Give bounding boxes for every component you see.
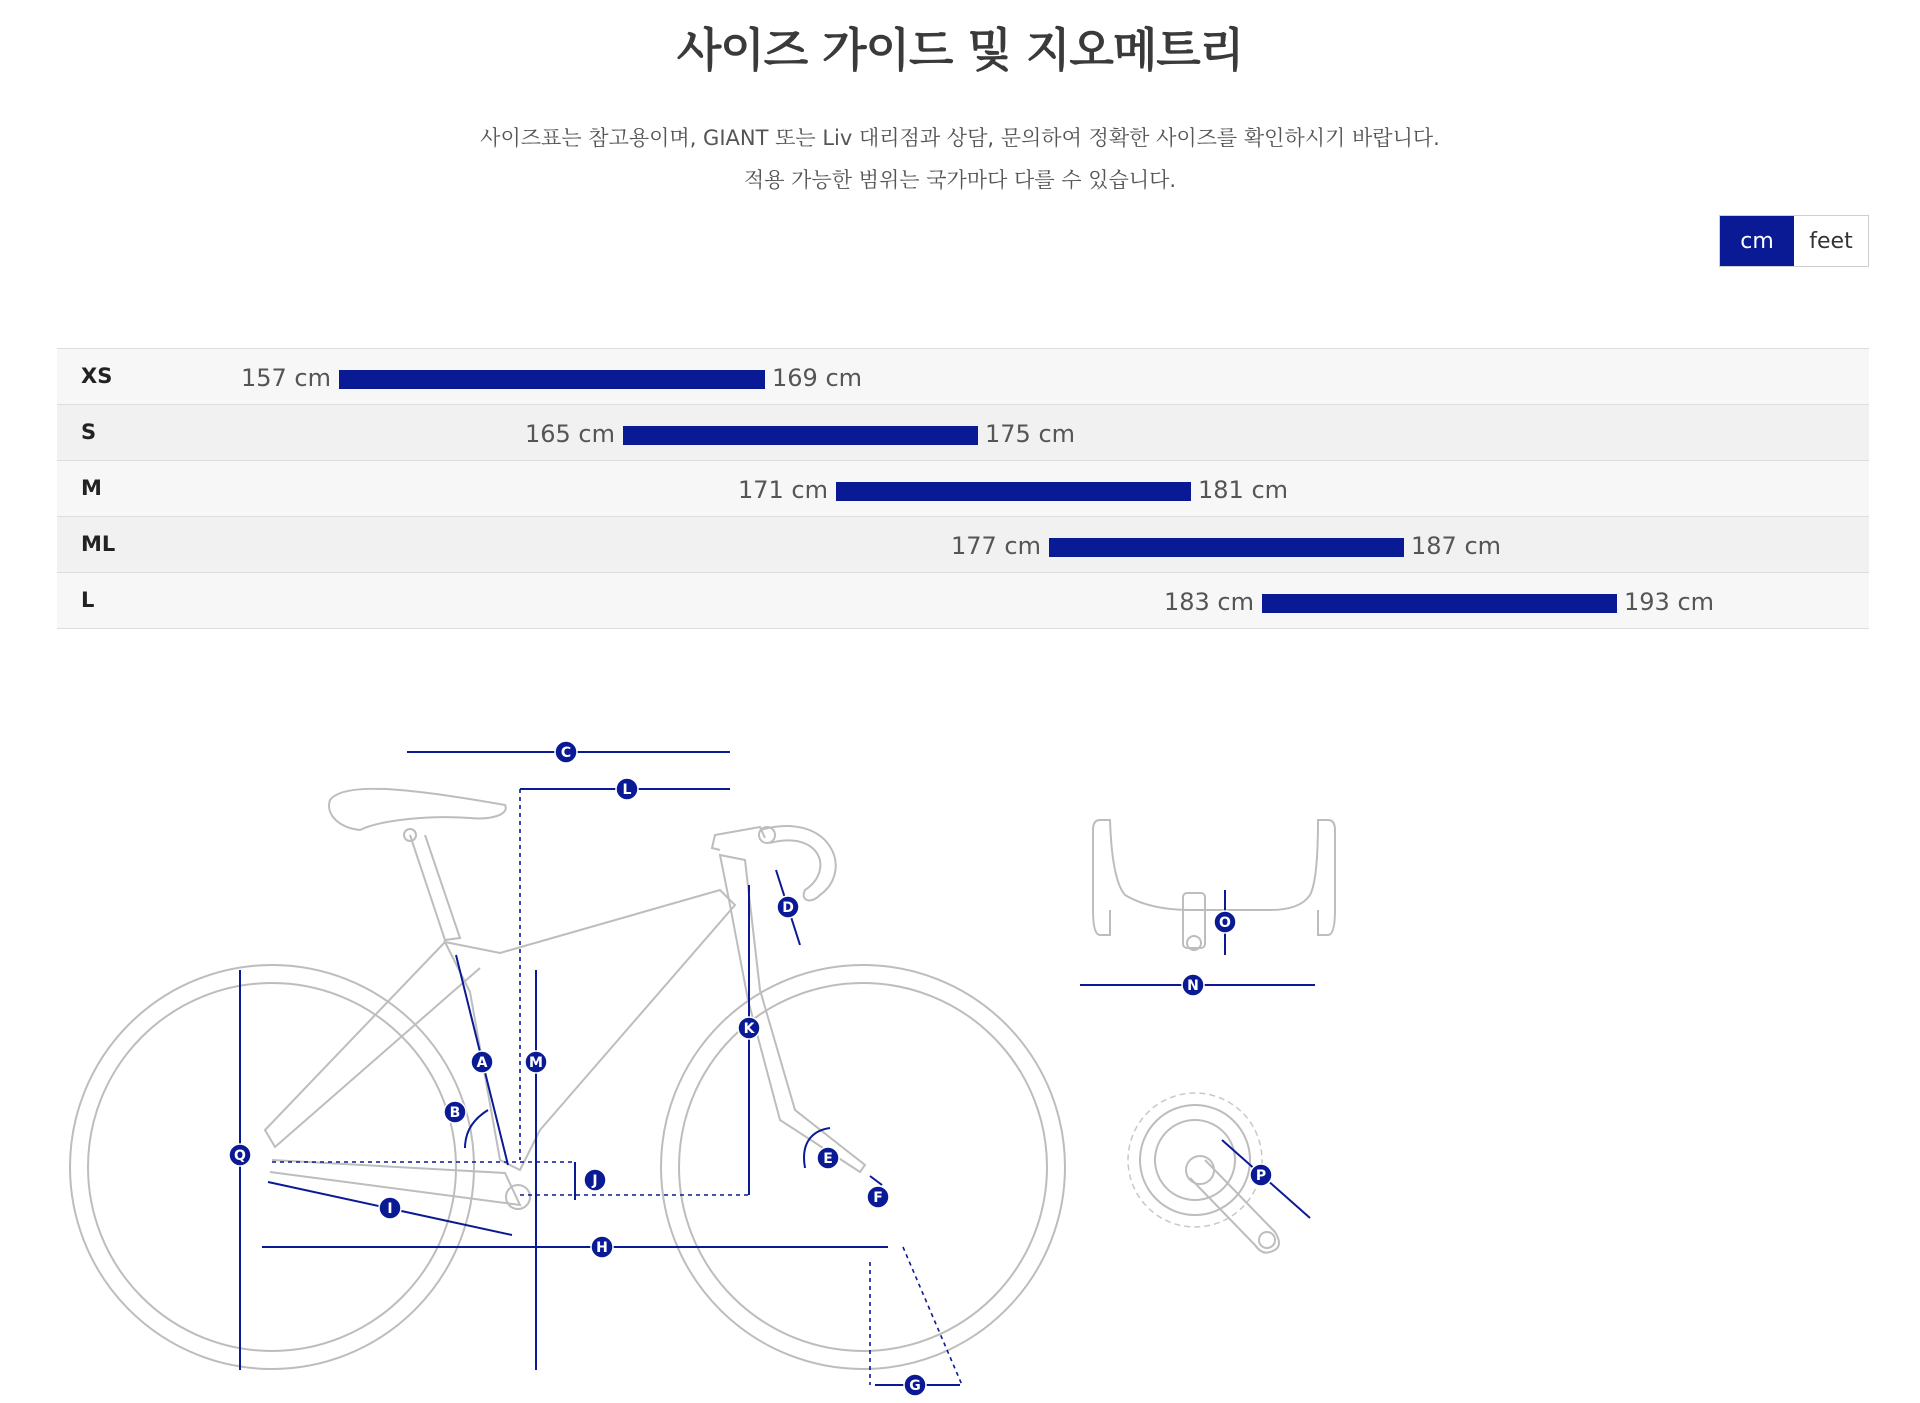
size-row — [57, 349, 1869, 405]
svg-text:O: O — [1219, 915, 1231, 931]
marker-k — [738, 1017, 760, 1039]
min-height-label: 177 cm — [950, 532, 1041, 560]
bike-geometry-diagram — [0, 700, 1920, 1403]
dimension-lines — [240, 752, 962, 1385]
marker-b — [444, 1101, 466, 1123]
svg-text:P: P — [1255, 1168, 1267, 1184]
marker-f — [867, 1186, 889, 1208]
marker-o — [1214, 911, 1236, 933]
marker-g — [904, 1374, 926, 1396]
min-height-label: 183 cm — [1163, 588, 1254, 616]
max-height-label: 181 cm — [1198, 476, 1289, 504]
size-label: S — [81, 420, 97, 444]
handlebar-side — [712, 826, 836, 900]
svg-text:D: D — [782, 900, 794, 916]
marker-c — [555, 741, 577, 763]
description-line-2: 적용 가능한 범위는 국가마다 다를 수 있습니다. — [743, 168, 1177, 192]
size-label: XS — [81, 364, 113, 388]
unit-feet-button[interactable]: feet — [1794, 216, 1868, 266]
max-height-label: 169 cm — [772, 364, 863, 392]
max-height-label: 175 cm — [985, 420, 1076, 448]
min-height-label: 165 cm — [524, 420, 615, 448]
svg-text:B: B — [449, 1105, 461, 1121]
svg-text:C: C — [560, 745, 572, 761]
height-range-bar — [1262, 594, 1617, 613]
size-label: M — [81, 476, 102, 500]
min-height-label: 157 cm — [240, 364, 331, 392]
marker-l — [616, 778, 638, 800]
marker-h — [591, 1236, 613, 1258]
marker-n — [1182, 974, 1204, 996]
bike-frame — [265, 835, 865, 1209]
marker-d — [777, 896, 799, 918]
unit-cm-button[interactable]: cm — [1720, 216, 1794, 266]
marker-p — [1250, 1164, 1272, 1186]
size-row — [57, 461, 1869, 517]
size-label: L — [81, 588, 95, 612]
svg-text:M: M — [529, 1055, 543, 1071]
svg-text:Q: Q — [234, 1148, 246, 1164]
svg-text:J: J — [592, 1173, 598, 1189]
unit-toggle — [1719, 215, 1869, 267]
marker-m — [525, 1051, 547, 1073]
marker-j — [584, 1169, 606, 1191]
marker-a — [471, 1051, 493, 1073]
height-range-bar — [836, 482, 1191, 501]
svg-text:L: L — [622, 782, 632, 798]
size-row — [57, 573, 1869, 629]
svg-text:E: E — [823, 1151, 833, 1167]
marker-e — [817, 1147, 839, 1169]
max-height-label: 193 cm — [1624, 588, 1715, 616]
height-range-bar — [1049, 538, 1404, 557]
dimension-markers — [229, 741, 1272, 1396]
svg-text:F: F — [873, 1190, 883, 1206]
marker-q — [229, 1144, 251, 1166]
crankset — [1128, 1093, 1310, 1253]
saddle — [329, 789, 506, 841]
svg-text:H: H — [596, 1240, 608, 1256]
size-range-table — [57, 348, 1869, 629]
max-height-label: 187 cm — [1411, 532, 1502, 560]
handlebar-front — [1093, 820, 1335, 950]
height-range-bar — [339, 370, 765, 389]
description-line-1: 사이즈표는 참고용이며, GIANT 또는 Liv 대리점과 상담, 문의하여 정확한 사이즈를 확인하시기 바랍니다. — [480, 126, 1440, 150]
svg-text:G: G — [909, 1378, 921, 1394]
svg-text:K: K — [743, 1021, 755, 1037]
size-row — [57, 517, 1869, 573]
svg-text:N: N — [1187, 978, 1199, 994]
page-title: 사이즈 가이드 및 지오메트리 — [676, 23, 1244, 77]
min-height-label: 171 cm — [737, 476, 828, 504]
height-range-bar — [623, 426, 978, 445]
svg-text:I: I — [387, 1201, 393, 1217]
size-label: ML — [81, 532, 116, 556]
svg-text:A: A — [476, 1055, 488, 1071]
size-row — [57, 405, 1869, 461]
marker-i — [379, 1197, 401, 1219]
